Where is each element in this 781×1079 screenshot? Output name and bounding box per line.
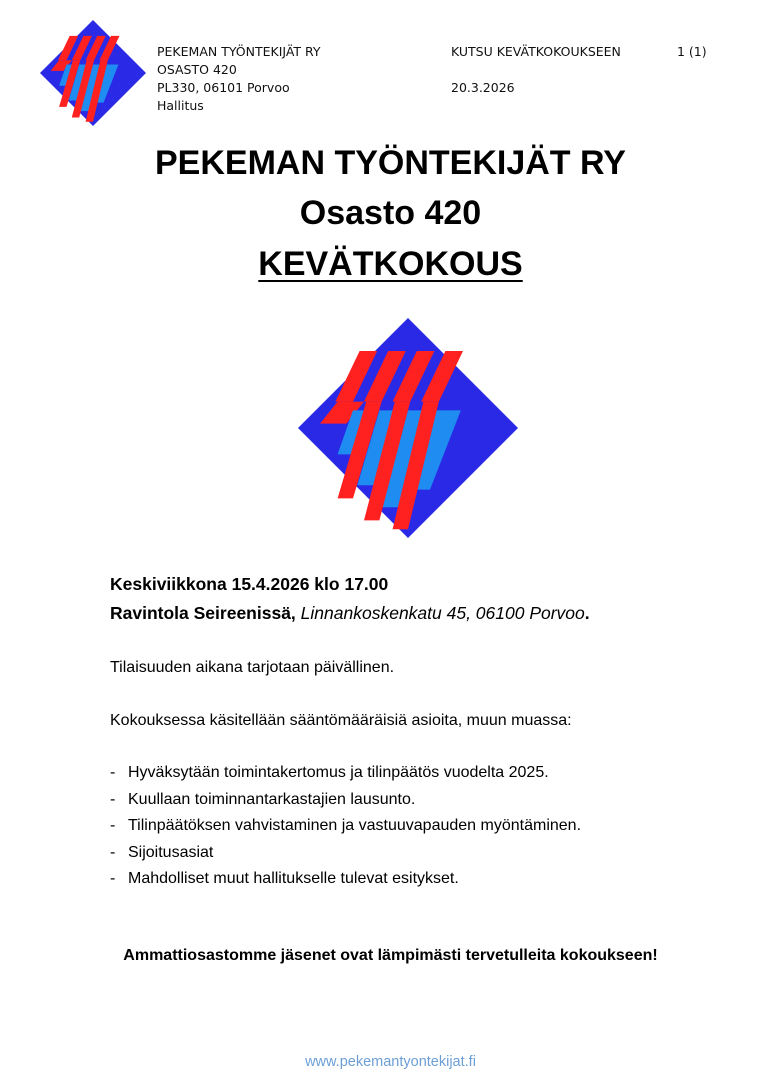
letterhead-sender-block bbox=[157, 43, 321, 115]
list-item bbox=[110, 843, 581, 870]
doc-date: 20.3.2026 bbox=[451, 80, 515, 95]
list-item bbox=[110, 790, 581, 817]
bullet: - bbox=[110, 870, 116, 887]
footer-website-link[interactable]: www.pekemantyontekijat.fi bbox=[305, 1054, 476, 1070]
main-logo bbox=[298, 318, 518, 538]
event-end-punct: . bbox=[584, 603, 590, 623]
closing-invitation: Ammattiosastomme jäsenet ovat lämpimästi tervetulleita kokoukseen! bbox=[123, 947, 658, 964]
title-meeting-text: KEVÄTKOKOUS bbox=[258, 245, 523, 283]
title-meeting bbox=[0, 244, 781, 284]
agenda-item-text: Tilinpäätöksen vahvistaminen ja vastuuvapauden myöntäminen. bbox=[128, 817, 582, 834]
agenda-intro: Kokouksessa käsitellään sääntömääräisiä asioita, muun muassa: bbox=[110, 712, 572, 729]
list-item bbox=[110, 763, 581, 790]
event-address: Linnankoskenkatu 45, 06100 Porvoo bbox=[300, 603, 585, 623]
agenda-item-text: Mahdolliset muut hallitukselle tulevat esitykset. bbox=[128, 870, 459, 887]
list-item bbox=[110, 869, 581, 896]
event-venue-line bbox=[110, 602, 590, 624]
bullet: - bbox=[110, 843, 116, 861]
title-branch: Osasto 420 bbox=[299, 194, 482, 232]
org-name: PEKEMAN TYÖNTEKIJÄT RY bbox=[157, 44, 321, 59]
bullet: - bbox=[110, 817, 116, 834]
bullet: - bbox=[110, 764, 116, 781]
sender: Hallitus bbox=[157, 98, 204, 113]
branch-name: OSASTO 420 bbox=[157, 62, 237, 77]
agenda-item-text: Sijoitusasiat bbox=[128, 843, 214, 861]
list-item bbox=[110, 816, 581, 843]
page-number: 1 (1) bbox=[677, 44, 707, 59]
event-datetime: Keskiviikkona 15.4.2026 klo 17.00 bbox=[110, 574, 389, 594]
agenda-item-text: Kuullaan toiminnantarkastajien lausunto. bbox=[128, 790, 416, 808]
title-org: PEKEMAN TYÖNTEKIJÄT RY bbox=[154, 144, 626, 182]
event-venue: Ravintola Seireenissä, bbox=[110, 603, 296, 623]
bullet: - bbox=[110, 790, 116, 808]
doc-type: KUTSU KEVÄTKOKOUKSEEN bbox=[451, 44, 621, 59]
dinner-note: Tilaisuuden aikana tarjotaan päivällinen. bbox=[110, 659, 395, 676]
header-logo bbox=[40, 20, 146, 126]
agenda-item-text: Hyväksytään toimintakertomus ja tilinpäätös vuodelta 2025. bbox=[128, 764, 549, 781]
agenda-list bbox=[110, 763, 581, 896]
postal-address: PL330, 06101 Porvoo bbox=[157, 80, 290, 95]
